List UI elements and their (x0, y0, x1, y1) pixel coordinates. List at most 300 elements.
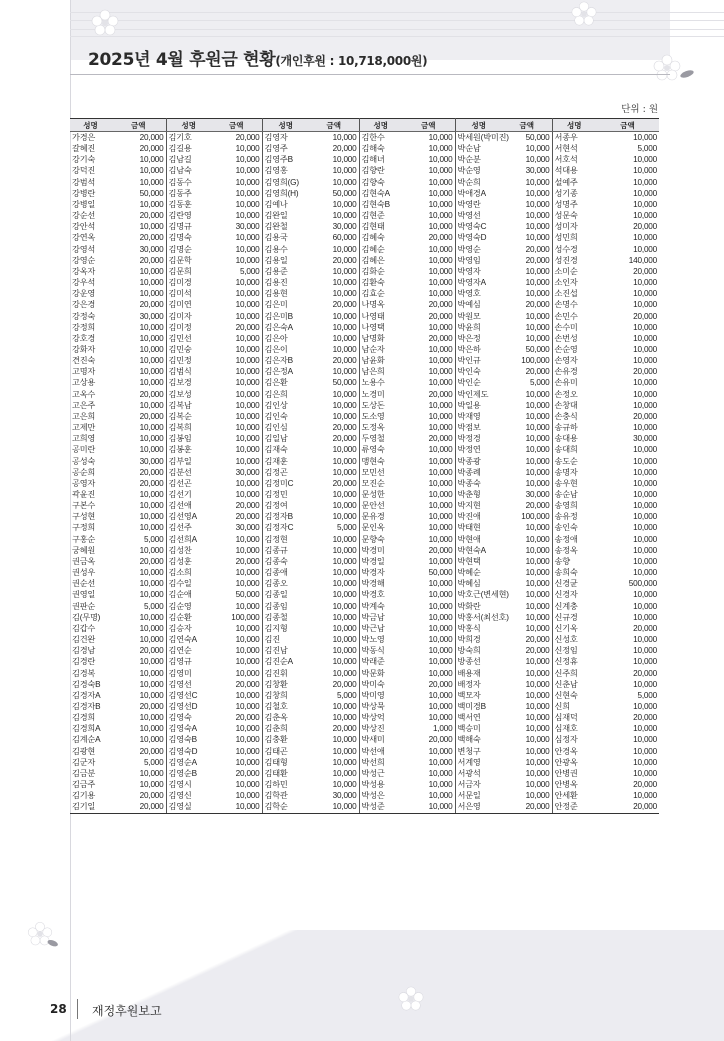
donation-amount: 50,000 (211, 589, 262, 600)
donor-name: 김영규 (168, 657, 192, 667)
donation-amount: 10,000 (502, 567, 552, 578)
donation-amount: 10,000 (633, 133, 657, 142)
donation-amount: 10,000 (633, 456, 657, 466)
donation-amount: 10,000 (111, 589, 166, 600)
footer-section-title: 재정후원보고 (92, 1004, 162, 1018)
donation-amount: 20,000 (502, 801, 552, 813)
table-row (70, 623, 659, 634)
donation-amount: 10,000 (502, 389, 552, 400)
donor-name: 김금분 (72, 768, 96, 778)
donation-amount: 5,000 (111, 601, 166, 612)
donation-amount: 10,000 (211, 255, 262, 266)
donor-name: 김미정 (168, 322, 192, 332)
table-row (70, 299, 659, 310)
donation-amount: 20,000 (211, 768, 262, 779)
donation-amount: 10,000 (502, 701, 552, 712)
donor-name: 김춘옥 (264, 713, 288, 723)
donation-amount: 10,000 (402, 277, 455, 288)
donation-amount: 10,000 (633, 244, 657, 254)
donation-amount: 10,000 (111, 154, 166, 165)
donor-name: 송유정 (554, 512, 578, 522)
donor-name: 김태곤 (264, 746, 288, 756)
donation-amount: 10,000 (502, 723, 552, 734)
donor-name: 박미숙 (361, 679, 385, 689)
title-main: 2025년 4월 후원금 현황 (88, 50, 276, 70)
donor-name: 김승자 (168, 623, 192, 633)
donation-amount: 10,000 (111, 734, 166, 745)
donation-amount: 10,000 (309, 444, 359, 455)
table-row (70, 746, 659, 757)
column-header-amount: 금액 (111, 119, 166, 132)
donor-name: 박호근(변세현) (457, 590, 509, 600)
donor-name: 백승미 (457, 724, 481, 734)
donor-name: 견진숙 (72, 356, 96, 366)
donor-name: 손정오 (554, 389, 578, 399)
donation-amount: 20,000 (596, 801, 659, 813)
donor-name: 김은이 (264, 344, 288, 354)
donation-amount: 20,000 (402, 333, 455, 344)
donation-amount: 10,000 (309, 266, 359, 277)
donor-name: 김재숙 (264, 445, 288, 455)
table-row (70, 768, 659, 779)
donor-name: 심재호 (554, 724, 578, 734)
column-header-amount: 금액 (309, 119, 359, 132)
column-header-name: 성명 (70, 119, 111, 132)
donor-name: 김향란 (361, 166, 385, 176)
donation-amount: 10,000 (309, 165, 359, 176)
donation-amount: 10,000 (402, 801, 455, 813)
donor-name: 김효순 (361, 289, 385, 299)
donor-name: 김용진 (264, 278, 288, 288)
donation-amount: 10,000 (111, 511, 166, 522)
donor-name: 궁혜원 (72, 545, 96, 555)
donation-amount: 10,000 (633, 478, 657, 488)
donor-name: 강덕진 (72, 166, 96, 176)
donor-name: 김인숙 (264, 411, 288, 421)
donation-amount: 10,000 (211, 656, 262, 667)
donation-amount: 10,000 (633, 791, 657, 801)
donor-name: 박예심 (457, 300, 481, 310)
footer-divider (77, 999, 78, 1019)
donor-name: 김완철 (264, 222, 288, 232)
column-header-name: 성명 (359, 119, 402, 132)
table-row (70, 266, 659, 277)
donation-amount: 10,000 (309, 801, 359, 813)
donor-name: 김명규 (168, 222, 192, 232)
donor-name: 서은영 (455, 801, 502, 813)
donor-name: 박현애 (457, 534, 481, 544)
donor-name: 박영자 (457, 266, 481, 276)
donation-amount: 10,000 (211, 422, 262, 433)
donor-name: 김경희 (72, 713, 96, 723)
donation-amount: 10,000 (502, 556, 552, 567)
donation-amount: 10,000 (111, 723, 166, 734)
donor-name: 김종오 (264, 579, 288, 589)
donation-amount: 10,000 (502, 679, 552, 690)
donation-amount: 10,000 (633, 635, 657, 645)
donation-amount: 10,000 (111, 400, 166, 411)
donation-amount: 20,000 (402, 232, 455, 243)
donation-amount: 10,000 (633, 389, 657, 399)
donor-name: 심정자 (554, 735, 578, 745)
donation-amount: 10,000 (111, 266, 166, 277)
donation-amount: 10,000 (111, 199, 166, 210)
donation-amount: 10,000 (402, 467, 455, 478)
donor-name: 박희경 (457, 635, 481, 645)
donor-name: 남명화 (361, 333, 385, 343)
donation-amount: 10,000 (502, 333, 552, 344)
donation-amount: 20,000 (402, 311, 455, 322)
donation-amount: 10,000 (402, 199, 455, 210)
donor-name: 김지형 (264, 623, 288, 633)
donor-name: 김예나 (264, 199, 288, 209)
donor-name: 김재훈 (264, 456, 288, 466)
table-row (70, 389, 659, 400)
donor-name: 김현준 (361, 211, 385, 221)
donation-amount: 10,000 (502, 668, 552, 679)
donation-amount: 10,000 (309, 333, 359, 344)
donor-name: 김남숙 (168, 166, 192, 176)
donor-name: 송우현 (554, 478, 578, 488)
donor-name: 신주희 (554, 668, 578, 678)
donation-amount: 60,000 (309, 232, 359, 243)
donor-name: 김정자C (264, 523, 294, 533)
table-row (70, 522, 659, 533)
donor-name: 구홍순 (72, 534, 96, 544)
table-row (70, 132, 659, 144)
donation-amount: 10,000 (309, 244, 359, 255)
table-row (70, 701, 659, 712)
donor-name: 박혜심 (457, 579, 481, 589)
table-header-row (70, 119, 659, 132)
donation-amount: 10,000 (211, 746, 262, 757)
donor-name: 김태형 (264, 757, 288, 767)
donation-amount: 10,000 (502, 232, 552, 243)
table-row (70, 589, 659, 600)
donation-amount: 10,000 (502, 623, 552, 634)
donor-name: 송정옥 (554, 545, 578, 555)
donation-amount: 10,000 (309, 545, 359, 556)
donor-name: 김진 (264, 635, 280, 645)
donor-name: 석대용 (554, 166, 578, 176)
donation-amount: 10,000 (211, 668, 262, 679)
donor-name: 권판순 (72, 601, 96, 611)
donation-amount: 10,000 (111, 177, 166, 188)
table-row (70, 333, 659, 344)
donation-amount: 10,000 (211, 288, 262, 299)
donation-amount: 10,000 (402, 701, 455, 712)
donation-amount: 20,000 (502, 500, 552, 511)
donor-name: 김영주 (264, 144, 288, 154)
table-row (70, 712, 659, 723)
donation-amount: 10,000 (309, 578, 359, 589)
donor-name: 구성현 (72, 512, 96, 522)
donor-name: 박상묵 (361, 701, 385, 711)
donation-amount: 10,000 (111, 344, 166, 355)
donor-name: 성수경 (554, 244, 578, 254)
donor-name: 김선주 (168, 523, 192, 533)
flower-icon (90, 8, 120, 38)
table-row (70, 199, 659, 210)
donor-name: 김화순 (361, 266, 385, 276)
donation-amount: 20,000 (111, 701, 166, 712)
donor-name: 박인규 (457, 356, 481, 366)
table-row (70, 322, 659, 333)
donor-name: 박경일 (361, 556, 385, 566)
donor-name: 박영임 (457, 255, 481, 265)
column-header-amount: 금액 (596, 119, 659, 132)
donor-name: 박래준 (361, 657, 385, 667)
donation-amount: 10,000 (211, 232, 262, 243)
donor-name: 백서연 (457, 713, 481, 723)
donation-amount: 10,000 (309, 467, 359, 478)
donor-name: 박정경 (457, 434, 481, 444)
donation-amount: 10,000 (111, 377, 166, 388)
donor-name: 손번성 (554, 333, 578, 343)
donation-amount: 10,000 (309, 634, 359, 645)
guide-line (70, 36, 724, 37)
donor-name: 김금주 (72, 780, 96, 790)
donation-amount: 10,000 (633, 278, 657, 288)
donor-name: 김민숭 (168, 344, 192, 354)
donation-amount: 10,000 (502, 545, 552, 556)
donation-amount: 5,000 (111, 757, 166, 768)
donation-amount: 10,000 (211, 333, 262, 344)
table-row (70, 288, 659, 299)
donor-name: 김기호 (168, 133, 192, 142)
donation-amount: 50,000 (111, 188, 166, 199)
donor-name: 성민희 (554, 233, 578, 243)
donor-name: 김건완 (72, 635, 96, 645)
donor-name: 김정여 (264, 501, 288, 511)
donor-name: 고상용 (72, 378, 96, 388)
table-row (70, 612, 659, 623)
flower-leaf-icon (20, 918, 60, 952)
donation-amount: 10,000 (309, 645, 359, 656)
donation-amount: 10,000 (502, 322, 552, 333)
donor-name: 박근남 (361, 623, 385, 633)
donor-name: 강기숙 (72, 155, 96, 165)
donation-amount: 10,000 (309, 411, 359, 422)
donor-name: 김영미 (168, 668, 192, 678)
donation-amount: 10,000 (633, 322, 657, 332)
donor-name: 김미경 (168, 278, 192, 288)
donation-amount: 20,000 (402, 433, 455, 444)
table-row (70, 723, 659, 734)
donation-amount: 20,000 (633, 367, 657, 377)
donation-amount: 10,000 (211, 299, 262, 310)
donor-name: 김복순 (168, 411, 192, 421)
donor-name: 송대희 (554, 445, 578, 455)
donation-amount: 30,000 (211, 467, 262, 478)
donation-amount: 10,000 (211, 734, 262, 745)
donor-name: 김명순 (168, 244, 192, 254)
donor-name: 강병일 (72, 199, 96, 209)
donor-name: 김은미B (264, 311, 293, 321)
column-header-name: 성명 (262, 119, 309, 132)
donor-name: 김선애 (168, 501, 192, 511)
donation-amount: 10,000 (633, 199, 657, 209)
donation-amount: 30,000 (111, 456, 166, 467)
donation-amount: 10,000 (633, 612, 657, 622)
donation-amount: 10,000 (633, 445, 657, 455)
donor-name: 안세환 (554, 791, 578, 801)
donor-name: 박상진 (361, 724, 385, 734)
title-underline (70, 74, 670, 75)
donor-name: 박화란 (457, 601, 481, 611)
donation-amount: 10,000 (402, 355, 455, 366)
table-row (70, 567, 659, 578)
donation-amount: 10,000 (309, 567, 359, 578)
donor-name: 권영일 (72, 590, 96, 600)
donation-amount: 10,000 (211, 366, 262, 377)
donation-amount: 10,000 (211, 567, 262, 578)
donor-name: 박현택 (457, 556, 481, 566)
donor-name: 박애경A (457, 188, 486, 198)
donor-name: 송영희 (554, 501, 578, 511)
donor-name: 김경숙B (72, 679, 101, 689)
donor-name: 김인상 (264, 400, 288, 410)
donation-amount: 10,000 (211, 534, 262, 545)
donor-name: 신계충 (554, 601, 578, 611)
donation-amount: 10,000 (111, 288, 166, 299)
donation-amount: 10,000 (211, 478, 262, 489)
donation-amount: 50,000 (502, 132, 552, 144)
donation-amount: 10,000 (111, 366, 166, 377)
donation-amount: 20,000 (402, 734, 455, 745)
donation-amount: 10,000 (502, 422, 552, 433)
donor-name: 박윤희 (457, 322, 481, 332)
donation-amount: 10,000 (309, 734, 359, 745)
donor-name: 강옥자 (72, 266, 96, 276)
table-row (70, 556, 659, 567)
donor-name: 손순영 (554, 344, 578, 354)
donor-name: 송순남 (554, 490, 578, 499)
table-row (70, 801, 659, 813)
table-row (70, 645, 659, 656)
donor-name: 김영희(G) (264, 177, 299, 187)
donation-amount: 10,000 (402, 177, 455, 188)
donation-amount: 10,000 (211, 456, 262, 467)
donor-name: 고옥수 (72, 389, 96, 399)
donor-name: 손민수 (554, 311, 578, 321)
donation-amount: 10,000 (502, 411, 552, 422)
donation-amount: 20,000 (111, 132, 166, 144)
donor-name: 김영순A (168, 757, 197, 767)
donor-name: 김성찬 (168, 545, 192, 555)
table-row (70, 534, 659, 545)
donation-amount: 10,000 (111, 567, 166, 578)
donor-name: 김갑수 (72, 623, 96, 633)
donation-amount: 10,000 (402, 500, 455, 511)
donor-name: 박영순 (457, 244, 481, 254)
donation-amount: 10,000 (502, 266, 552, 277)
donor-name: 박문화 (361, 668, 385, 678)
donation-amount: 30,000 (309, 221, 359, 232)
donation-amount: 10,000 (309, 456, 359, 467)
donation-amount: 10,000 (309, 623, 359, 634)
donation-amount: 20,000 (309, 422, 359, 433)
donor-name: 김미연 (168, 300, 192, 310)
donor-name: 김현태 (361, 222, 385, 232)
donor-name: 김수일 (168, 579, 192, 589)
donation-amount: 20,000 (111, 143, 166, 154)
donation-amount: 5,000 (211, 266, 262, 277)
donor-name: 김영신 (168, 791, 192, 801)
donor-name: 가경은 (72, 133, 96, 142)
donation-amount: 30,000 (211, 522, 262, 533)
donation-amount: 20,000 (111, 232, 166, 243)
donation-amount: 20,000 (633, 780, 657, 790)
donation-amount: 10,000 (309, 556, 359, 567)
donation-amount: 20,000 (111, 299, 166, 310)
donation-amount: 10,000 (502, 612, 552, 623)
donation-amount: 10,000 (502, 601, 552, 612)
table-row (70, 790, 659, 801)
donation-amount: 10,000 (111, 578, 166, 589)
donor-name: 김정자B (264, 512, 293, 522)
donor-name: 김복남 (168, 400, 192, 410)
donor-name: 김은미 (264, 300, 288, 310)
donation-amount: 20,000 (111, 389, 166, 400)
donation-amount: 10,000 (633, 646, 657, 656)
donor-name: 김한수 (361, 133, 385, 142)
donor-name: 김인심 (264, 423, 288, 433)
table-row (70, 422, 659, 433)
donation-amount: 10,000 (211, 355, 262, 366)
donor-name: 박성근 (361, 768, 385, 778)
donation-amount: 10,000 (633, 166, 657, 176)
donor-name: 김학순 (262, 801, 309, 813)
donation-amount: 10,000 (211, 645, 262, 656)
donor-name: 김선영A (168, 512, 197, 522)
donation-amount: 20,000 (633, 311, 657, 321)
donor-name: 김영선D (168, 701, 198, 711)
donor-name: 김영시 (168, 780, 192, 790)
donation-amount: 10,000 (309, 701, 359, 712)
donation-amount: 10,000 (633, 378, 657, 388)
donation-amount: 10,000 (211, 277, 262, 288)
donation-amount: 10,000 (502, 690, 552, 701)
donation-amount: 20,000 (111, 210, 166, 221)
donor-name: 김선희A (168, 534, 197, 544)
donor-name: 고제만 (72, 423, 96, 433)
donor-name: 김은희 (264, 389, 288, 399)
donation-amount: 10,000 (309, 400, 359, 411)
table-row (70, 143, 659, 154)
donor-name: 송인숙 (554, 523, 578, 533)
donation-amount: 20,000 (111, 801, 166, 813)
donor-name: 문안선 (361, 501, 385, 511)
donation-amount: 10,000 (402, 154, 455, 165)
donor-name: 김학관 (264, 791, 288, 801)
donor-name: 서현석 (554, 144, 578, 154)
donor-name: 김용일 (264, 255, 288, 265)
donor-name: 김현숙B (361, 199, 390, 209)
donor-name: 권순선 (72, 579, 96, 589)
donation-amount: 10,000 (502, 288, 552, 299)
donation-amount: 10,000 (402, 344, 455, 355)
donation-amount: 10,000 (502, 768, 552, 779)
donor-name: 김순환 (168, 612, 192, 622)
donor-name: 서호석 (554, 155, 578, 165)
donor-name: 김영선C (168, 690, 198, 700)
donation-amount: 10,000 (211, 411, 262, 422)
donation-amount: 10,000 (111, 668, 166, 679)
donor-name: 성기종 (554, 188, 578, 198)
donation-amount: 10,000 (502, 444, 552, 455)
donor-name: 김철호 (264, 701, 288, 711)
